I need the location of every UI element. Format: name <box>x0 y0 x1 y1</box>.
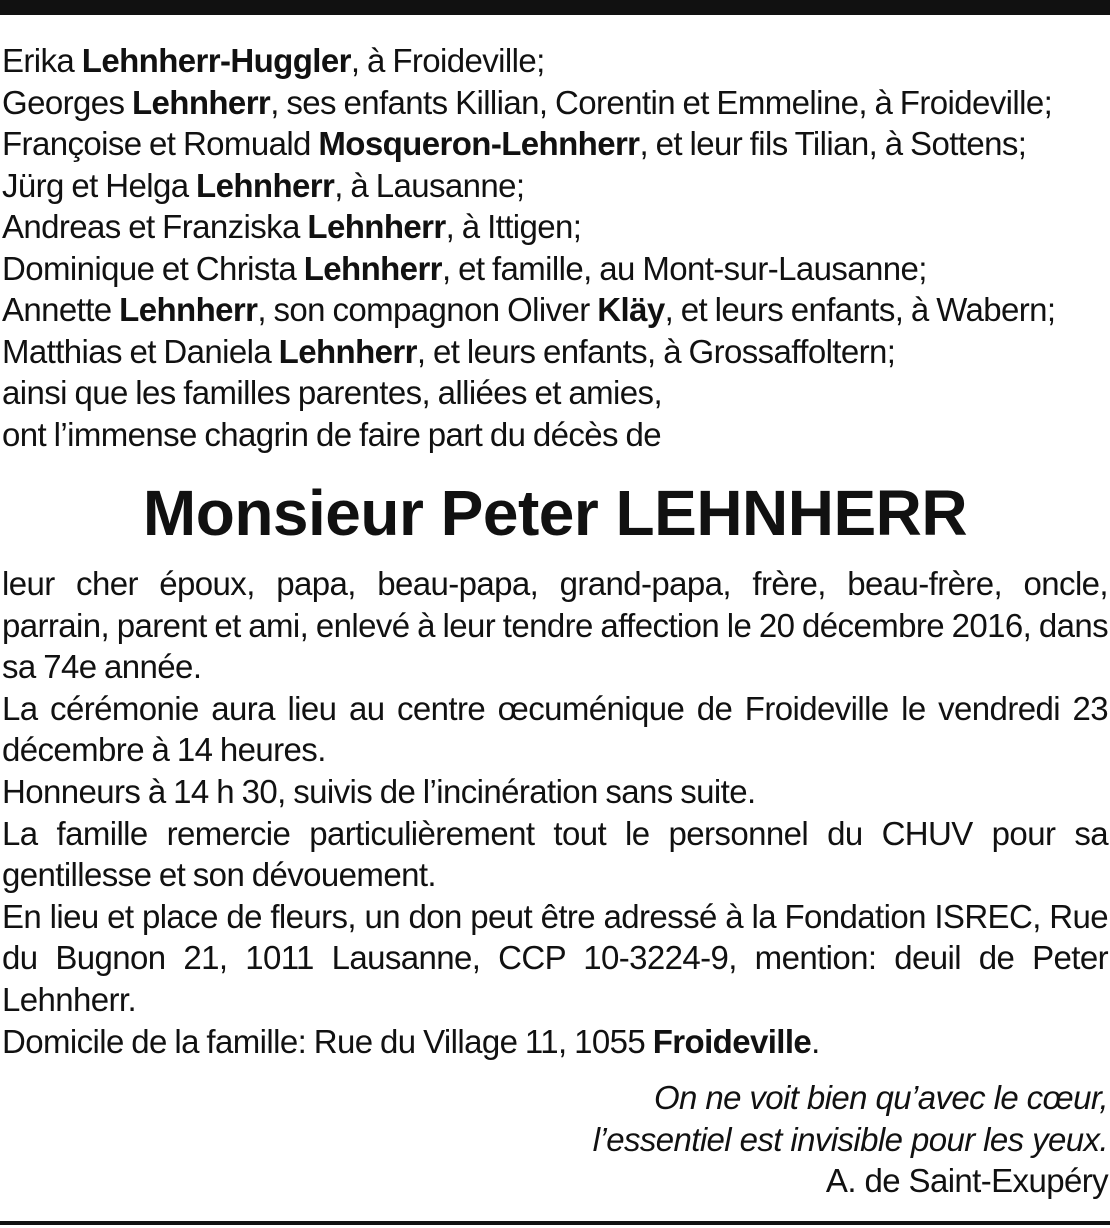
bottom-border <box>0 1221 1110 1225</box>
family-list <box>2 40 1108 455</box>
family-line: ont l’immense chagrin de faire part du décès de <box>2 415 662 453</box>
family-line: Erika Lehnherr-Huggler, à Froideville; <box>2 42 545 79</box>
deceased-name-heading: Monsieur Peter LEHNHERR <box>142 477 968 549</box>
quote-author: A. de Saint-Exupéry <box>825 1162 1108 1199</box>
announcement-body <box>2 563 1108 1062</box>
paragraph-domicile: Domicile de la famille: Rue du Village 11, 1055 Froideville. <box>2 1022 820 1060</box>
paragraph-ceremony: La cérémonie aura lieu au centre œcuménique de Froideville le vendredi 23 décembre à 14 heures. <box>2 689 1108 769</box>
family-line: Matthias et Daniela Lehnherr, et leurs enfants, à Grossaffoltern; <box>2 332 896 370</box>
family-line: Dominique et Christa Lehnherr, et famille, au Mont-sur-Lausanne; <box>2 249 927 287</box>
family-line: Andreas et Franziska Lehnherr, à Ittigen; <box>2 208 582 245</box>
family-line: ainsi que les familles parentes, alliées et amies, <box>2 374 663 411</box>
family-line: Georges Lehnherr, ses enfants Killian, Corentin et Emmeline, à Froideville; <box>2 83 1053 121</box>
paragraph-thanks: La famille remercie particulièrement tout le personnel du CHUV pour sa gentillesse et son dévouement. <box>2 814 1108 894</box>
family-line: Françoise et Romuald Mosqueron-Lehnherr, et leur fils Tilian, à Sottens; <box>2 125 1027 162</box>
family-line: Jürg et Helga Lehnherr, à Lausanne; <box>2 166 525 204</box>
closing-quote <box>593 1077 1108 1202</box>
quote-line: l’essentiel est invisible pour les yeux. <box>592 1120 1108 1158</box>
paragraph-tribute: leur cher époux, papa, beau-papa, grand-papa, frère, beau-frère, oncle, parrain, parent et ami, enlevé à leur tendre affection le 20 décembre 2016, dans sa 74e année. <box>2 565 1108 686</box>
quote-line: On ne voit bien qu’avec le cœur, <box>653 1079 1108 1116</box>
family-line: Annette Lehnherr, son compagnon Oliver Kläy, et leurs enfants, à Wabern; <box>2 291 1056 328</box>
paragraph-honours: Honneurs à 14 h 30, suivis de l’incinération sans suite. <box>2 772 756 810</box>
top-border <box>0 0 1110 15</box>
paragraph-donation: En lieu et place de fleurs, un don peut être adressé à la Fondation ISREC, Rue du Bugnon 21, 1011 Lausanne, CCP 10-3224-9, mention: deuil de Peter Lehnherr. <box>2 897 1108 1018</box>
